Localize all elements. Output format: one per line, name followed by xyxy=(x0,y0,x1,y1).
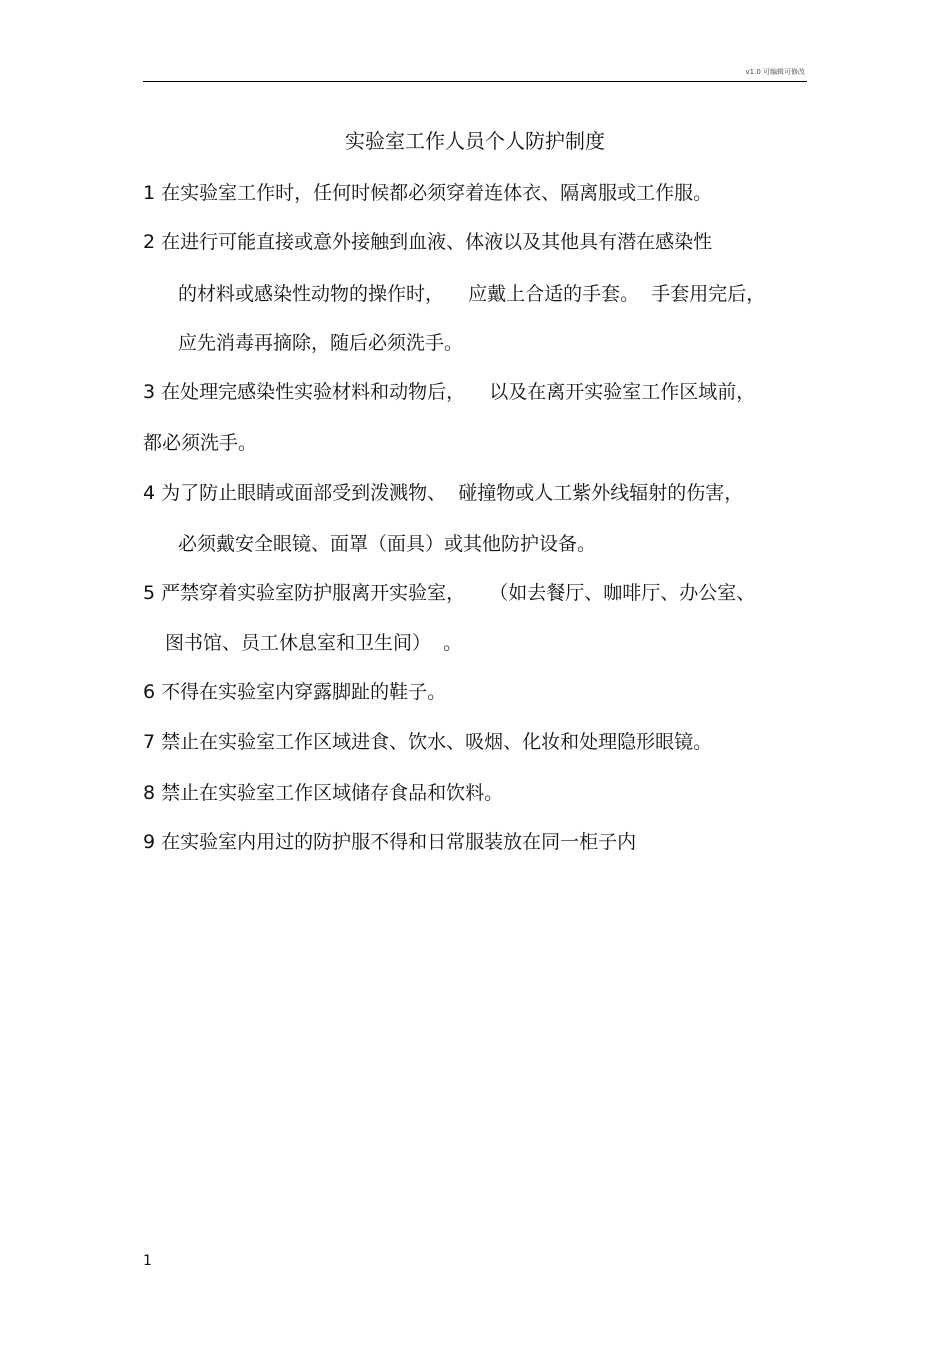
rule-6-line: 6 不得在实验室内穿露脚趾的鞋子。 xyxy=(143,681,447,703)
rule-4-line-2: 必须戴安全眼镜、面罩（面具）或其他防护设备。 xyxy=(178,533,597,555)
rule-3-line-2: 都必须洗手。 xyxy=(143,432,258,454)
rule-8-line: 8 禁止在实验室工作区域储存食品和饮料。 xyxy=(143,782,504,804)
rule-7-line: 7 禁止在实验室工作区域进食、饮水、吸烟、化妆和处理隐形眼镜。 xyxy=(143,731,713,753)
rule-9-line: 9 在实验室内用过的防护服不得和日常服装放在同一柜子内 xyxy=(143,831,637,853)
page-number: 1 xyxy=(143,1253,152,1269)
rule-2-line-2: 的材料或感染性动物的操作时， 应戴上合适的手套。 手套用完后， xyxy=(178,283,766,305)
document-title: 实验室工作人员个人防护制度 xyxy=(345,129,605,153)
header-rule xyxy=(143,81,807,82)
rule-3-line-1: 3 在处理完感染性实验材料和动物后， 以及在离开实验室工作区域前， xyxy=(143,381,756,403)
header-version-label: v1.0 可编辑可修改 xyxy=(745,68,805,76)
rule-5-line-1: 5 严禁穿着实验室防护服离开实验室， （如去餐厅、咖啡厅、办公室、 xyxy=(143,582,756,604)
rule-4-line-1: 4 为了防止眼睛或面部受到泼溅物、 碰撞物或人工紫外线辐射的伤害， xyxy=(143,482,744,504)
rule-2-line-1: 2 在进行可能直接或意外接触到血液、体液以及其他具有潜在感染性 xyxy=(143,231,713,253)
rule-1-line: 1 在实验室工作时，任何时候都必须穿着连体衣、隔离服或工作服。 xyxy=(143,182,713,204)
rule-2-line-3: 应先消毒再摘除，随后必须洗手。 xyxy=(178,332,464,354)
rule-5-line-2: 图书馆、员工休息室和卫生间） 。 xyxy=(165,632,463,654)
